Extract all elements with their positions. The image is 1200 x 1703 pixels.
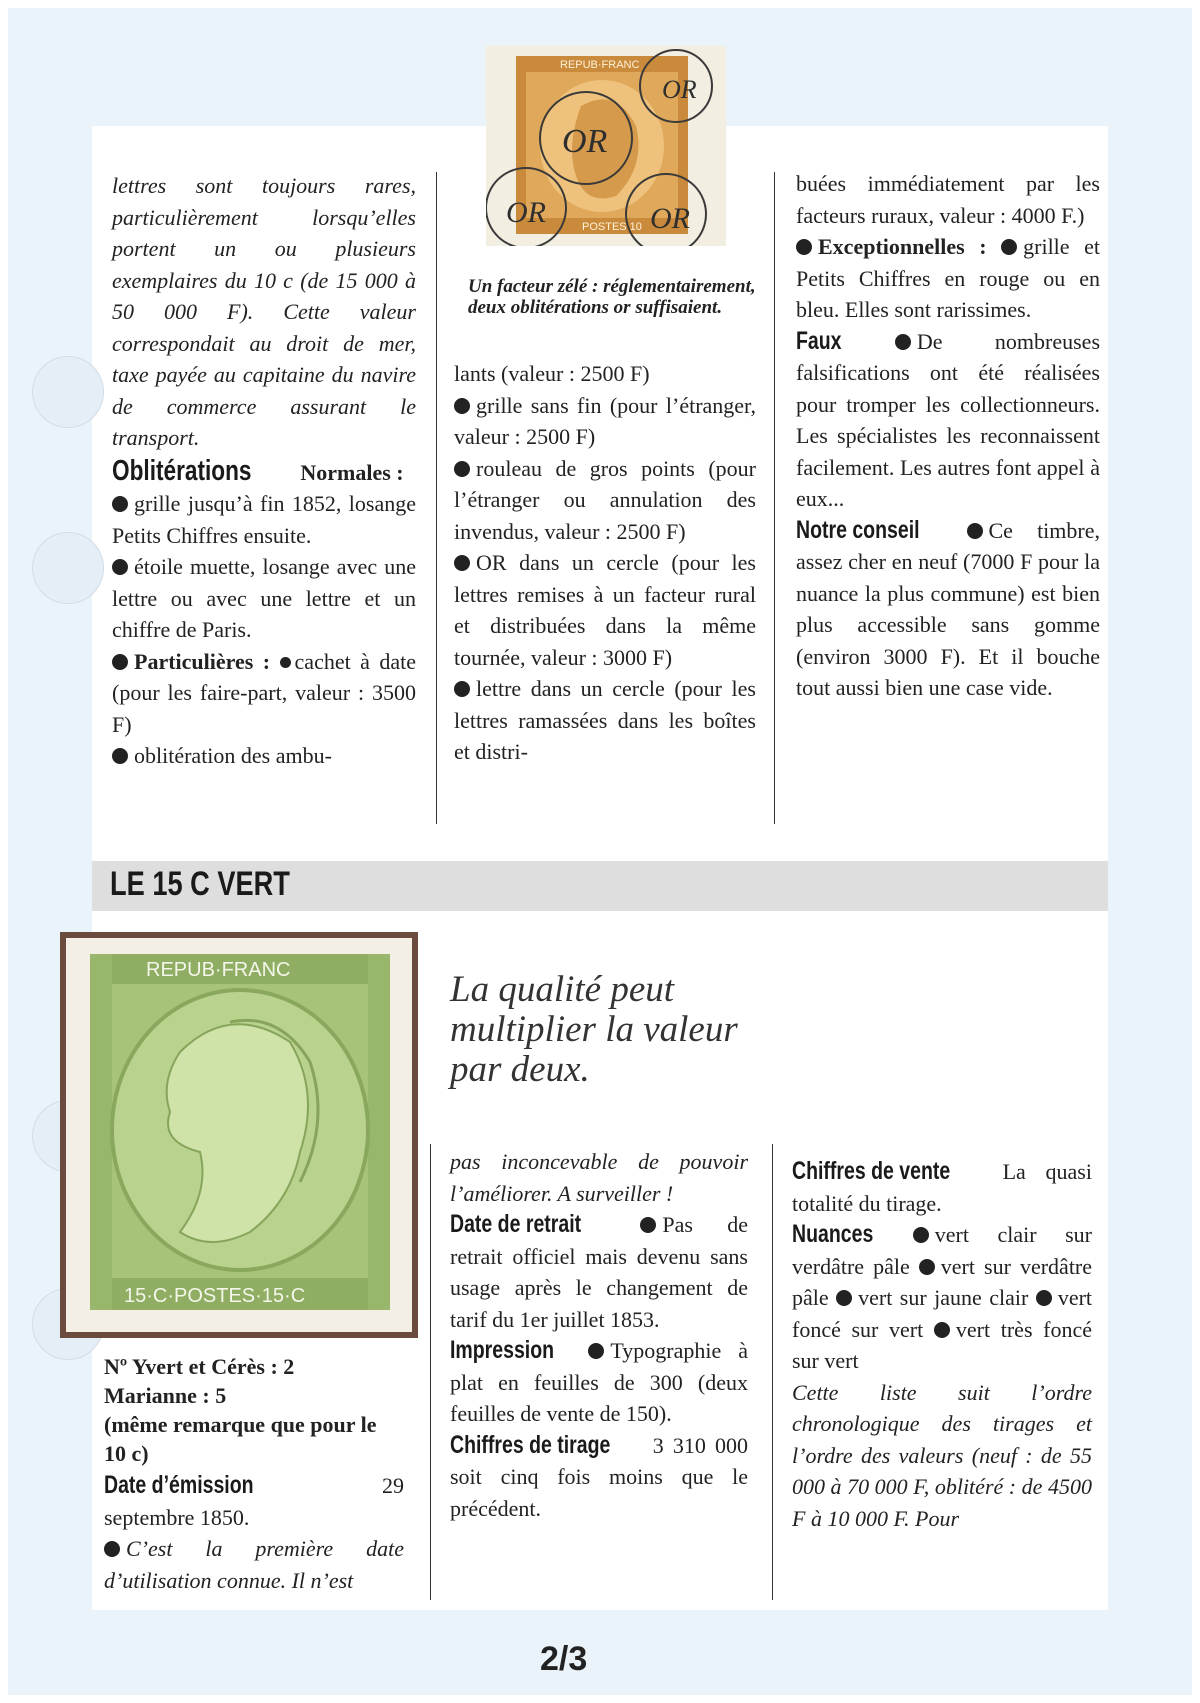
bottom-column-1 xyxy=(104,1470,404,1596)
headline-line: par deux. xyxy=(450,1049,590,1090)
vente-text: La quasi totalité du tirage. xyxy=(792,1159,1092,1216)
obliteration-item: grille sans fin (pour l’étranger, valeur : 2500 F) xyxy=(454,392,756,449)
heading-impression: Impression xyxy=(450,1336,555,1364)
intro-paragraph: lettres sont toujours rares, particulièrement lorsqu’elles portent un ou plusieurs exemplaires du 10 c (de 15 000 à 50 000 F). Cette valeur correspondait au droit de mer, taxe payée au capitaine du navire de commerce assurant le transport. xyxy=(112,173,416,450)
marianne-number: Marianne : 5 xyxy=(104,1383,227,1408)
bullet-icon xyxy=(1001,239,1017,255)
conseil-text: Ce timbre, assez cher en neuf (7000 F pour la nuance la plus commune) est bien plus accessible sans gomme (environ 3000 F). Et il bouche tout aussi bien une case vide. xyxy=(796,517,1100,700)
paragraph: lants (valeur : 2500 F) xyxy=(454,361,650,386)
label-exceptionnelles: Exceptionnelles : xyxy=(818,234,987,259)
top-column-2 xyxy=(454,358,756,768)
section-heading-faux: Faux xyxy=(796,326,842,355)
bullet-icon xyxy=(836,1290,852,1306)
heading-nuances: Nuances xyxy=(792,1220,874,1248)
paragraph: buées immédiatement par les facteurs ruraux, valeur : 4000 F.) xyxy=(796,171,1100,228)
bullet-icon xyxy=(640,1217,656,1233)
particulieres-item: oblitération des ambu- xyxy=(134,743,332,768)
normales-item: étoile muette, losange avec une lettre ou avec une lettre et un chiffre de Paris. xyxy=(112,554,416,642)
headline xyxy=(450,970,738,1090)
postmark-or: OR xyxy=(506,196,546,229)
bullet-icon xyxy=(967,523,983,539)
bullet-icon xyxy=(112,654,128,670)
bullet-icon xyxy=(796,239,812,255)
bullet-icon xyxy=(104,1541,120,1557)
stamp-top-label: REPUB·FRANC xyxy=(560,59,640,71)
catalog-number: Nº Yvert et Cérès : 2 xyxy=(104,1354,295,1379)
obliteration-item: OR dans un cercle (pour les lettres remises à un facteur rural et distribuées dans la même tournée, valeur : 3000 F) xyxy=(454,550,756,670)
binder-hole xyxy=(32,532,104,604)
bullet-icon xyxy=(1036,1290,1052,1306)
binder-hole xyxy=(32,356,104,428)
bullet-icon xyxy=(895,334,911,350)
exceptionnelles-text: grille et Petits Chiffres en rouge ou en bleu. Elles sont rarissimes. xyxy=(796,234,1100,322)
nuances-note: Cette liste suit l’ordre chronologique des tirages et l’ordre des valeurs (neuf : de 55 000 à 70 000 F, oblitéré : de 4500 F à 10 000 F. Pour xyxy=(792,1379,1092,1531)
top-column-1 xyxy=(112,170,416,772)
particulieres-item: cachet à date (pour les faire-part, valeur : 3500 F) xyxy=(112,648,417,737)
headline-line: multiplier la valeur xyxy=(450,1009,738,1050)
nuance-item: vert sur verdâtre pâle xyxy=(792,1253,1093,1310)
stamp-top-label: REPUB·FRANC xyxy=(146,959,291,981)
nuance-item: vert sur jaune clair xyxy=(858,1285,1029,1310)
faux-text: De nombreuses falsifications ont été réalisées pour tromper les collectionneurs. Les spécialistes les reconnaissent facilement. Les autres font appel à eux... xyxy=(796,328,1101,511)
retrait-text: Pas de retrait officiel mais devenu sans usage après le changement de tarif du 1er juillet 1853. xyxy=(450,1212,749,1332)
catalog-remark: (même remarque que pour le 10 c) xyxy=(104,1412,377,1466)
impression-text: Typographie à plat en feuilles de 300 (deux feuilles de vente de 150). xyxy=(450,1338,749,1426)
bullet-icon xyxy=(454,555,470,571)
nuance-item: vert clair sur verdâtre pâle xyxy=(792,1222,1093,1279)
paragraph: pas inconcevable de pouvoir l’améliorer. A surveiller ! xyxy=(450,1149,748,1206)
section-banner xyxy=(92,861,1108,911)
heading-date-emission: Date d’émission xyxy=(104,1471,254,1499)
bottom-column-3 xyxy=(792,1156,1092,1534)
obliteration-item: lettre dans un cercle (pour les lettres ramassées dans les boîtes et distri- xyxy=(454,676,756,764)
bullet-icon xyxy=(934,1322,950,1338)
stamp-bottom-label: POSTES 10 xyxy=(582,221,642,233)
label-normales: Normales : xyxy=(300,459,404,485)
stamp-caption: Un facteur zélé : réglementairement, deux oblitérations or suffisaient. xyxy=(468,276,756,318)
normales-item: grille jusqu’à fin 1852, losange Petits Chiffres ensuite. xyxy=(112,491,416,548)
heading-chiffres-tirage: Chiffres de tirage xyxy=(450,1430,611,1459)
emission-text: 29 septembre 1850. xyxy=(104,1473,404,1530)
stamp-catalog-info xyxy=(104,1352,404,1468)
section-heading-notre-conseil: Notre conseil xyxy=(796,515,920,544)
bottom-column-2 xyxy=(450,1146,748,1524)
bullet-icon xyxy=(454,398,470,414)
stamp-15c-vert xyxy=(60,932,418,1338)
column-divider xyxy=(774,172,775,824)
bullet-icon xyxy=(112,748,128,764)
bullet-icon xyxy=(112,559,128,575)
bullet-icon xyxy=(454,681,470,697)
bullet-icon xyxy=(919,1259,935,1275)
heading-date-retrait: Date de retrait xyxy=(450,1210,582,1238)
stamp-10c-bistre xyxy=(486,46,726,246)
nuance-item: vert foncé sur vert xyxy=(792,1285,1093,1342)
section-title: LE 15 C VERT xyxy=(110,865,290,903)
obliteration-item: rouleau de gros points (pour l’étranger ou annulation des invendus, valeur : 2500 F) xyxy=(454,455,756,544)
emission-note: C’est la première date d’utilisation connue. Il n’est xyxy=(104,1536,404,1593)
bullet-icon xyxy=(280,657,291,668)
page-number: 2/3 xyxy=(540,1640,588,1678)
postmark-or: OR xyxy=(662,75,697,104)
stamp-bottom-label: 15·C·POSTES·15·C xyxy=(124,1285,306,1307)
section-heading-obliterations: Oblitérations xyxy=(112,454,252,487)
heading-chiffres-vente: Chiffres de vente xyxy=(792,1157,951,1185)
bullet-icon xyxy=(588,1343,604,1359)
headline-line: La qualité peut xyxy=(450,969,675,1010)
bullet-icon xyxy=(913,1227,929,1243)
bullet-icon xyxy=(454,461,470,477)
bullet-icon xyxy=(112,496,128,512)
column-divider xyxy=(430,1144,431,1600)
label-particulieres: Particulières : xyxy=(134,648,271,674)
column-divider xyxy=(436,172,437,824)
tirage-text: 3 310 000 soit cinq fois moins que le précédent. xyxy=(450,1432,749,1521)
postmark-or: OR xyxy=(562,123,608,160)
top-column-3 xyxy=(796,168,1100,704)
column-divider xyxy=(772,1144,773,1600)
postmark-or: OR xyxy=(650,202,690,235)
nuance-item: vert très foncé sur vert xyxy=(792,1316,1093,1373)
